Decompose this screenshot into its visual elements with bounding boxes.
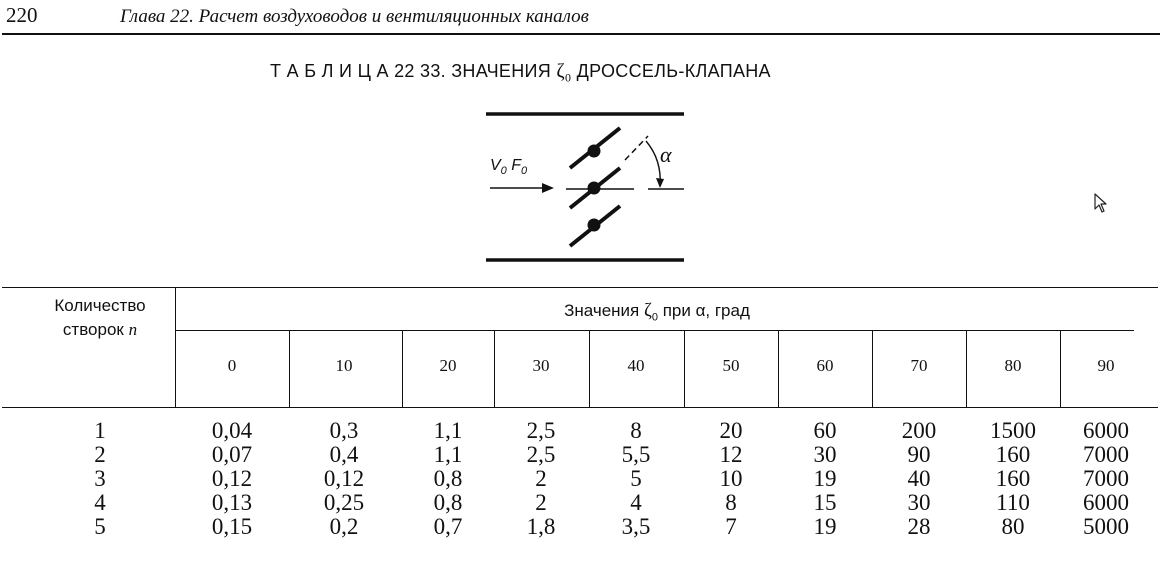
- row-n: 4: [94, 490, 106, 515]
- table-cell: 60: [813, 418, 837, 443]
- table-title-prefix: Т А Б Л И Ц А 22 33. ЗНАЧЕНИЯ: [270, 61, 552, 81]
- table-cell: 0,13: [211, 490, 253, 515]
- page-number: 220: [6, 3, 38, 27]
- table-cell: 0,7: [433, 514, 463, 539]
- chapter-running-head: Глава 22. Расчет воздуховодов и вентиляционных каналов: [120, 6, 589, 27]
- table-cell: 20: [719, 418, 743, 443]
- table-cell: 30: [813, 442, 837, 467]
- area-subscript: 0: [521, 165, 528, 178]
- angle-header-30: 30: [532, 356, 550, 375]
- angle-divider-5: [684, 330, 685, 407]
- table-cell: 80: [1001, 514, 1025, 539]
- table-cell: 0,12: [323, 466, 365, 491]
- table-cell: 1,8: [526, 514, 556, 539]
- table-cell: 0,15: [211, 514, 253, 539]
- angle-header-90: 90: [1097, 356, 1115, 375]
- table-cell: 0,2: [329, 514, 359, 539]
- angle-divider-8: [966, 330, 967, 407]
- mouse-cursor-icon: [1094, 193, 1108, 213]
- angle-header-20: 20: [439, 356, 457, 375]
- table-title-zeta-sub: 0: [564, 70, 572, 85]
- velocity-symbol: V: [490, 157, 501, 174]
- table-cell: 0,25: [323, 490, 365, 515]
- table-cell: 0,07: [211, 442, 253, 467]
- table-cell: 19: [813, 514, 837, 539]
- angle-header-10: 10: [335, 356, 353, 375]
- table-cell: 0,04: [211, 418, 253, 443]
- row-header-count-of-blades: [30, 294, 170, 342]
- span-header-zeta-sub: 0: [651, 311, 658, 324]
- table-cell: 7000: [1083, 466, 1129, 491]
- table-title-zeta: ζ: [556, 60, 565, 82]
- span-header-rule: [176, 330, 1134, 331]
- table-cell: 0,3: [329, 418, 359, 443]
- table-cell: 40: [907, 466, 931, 491]
- header-bottom-rule: [2, 407, 1158, 408]
- table-row: [0, 419, 1168, 443]
- table-cell: 19: [813, 466, 837, 491]
- angle-divider-3: [494, 330, 495, 407]
- table-cell: 10: [719, 466, 743, 491]
- table-row: [0, 515, 1168, 539]
- table-row: [0, 443, 1168, 467]
- angle-divider-4: [589, 330, 590, 407]
- table-cell: 3,5: [621, 514, 651, 539]
- angle-divider-9: [1060, 330, 1061, 407]
- table-row: [0, 491, 1168, 515]
- angle-divider-6: [778, 330, 779, 407]
- row-header-var: n: [128, 320, 138, 339]
- table-cell: 160: [995, 442, 1031, 467]
- span-header-prefix: Значения: [564, 301, 640, 320]
- angle-divider-7: [872, 330, 873, 407]
- angle-label: α: [660, 142, 672, 167]
- row-n: 5: [94, 514, 106, 539]
- span-header-zeta: ζ: [643, 300, 652, 321]
- table-cell: 0,8: [433, 466, 463, 491]
- angle-header-0: 0: [227, 356, 237, 375]
- table-cell: 0,4: [329, 442, 359, 467]
- row-header-line1: Количество: [54, 296, 146, 315]
- table-cell: 2,5: [526, 442, 556, 467]
- row-n: 2: [94, 442, 106, 467]
- angle-header-80: 80: [1004, 356, 1022, 375]
- table-cell: 15: [813, 490, 837, 515]
- table-cell: 5: [630, 466, 642, 491]
- table-cell: 5000: [1083, 514, 1129, 539]
- table-cell: 8: [630, 418, 642, 443]
- table-cell: 0,8: [433, 490, 463, 515]
- angle-divider-1: [289, 330, 290, 407]
- span-header-zeta-values: [176, 300, 1138, 323]
- row-header-word: створок: [62, 320, 124, 339]
- angle-divider-2: [402, 330, 403, 407]
- row-n: 3: [94, 466, 106, 491]
- table-cell: 160: [995, 466, 1031, 491]
- table-row: [0, 467, 1168, 491]
- table-cell: 8: [725, 490, 737, 515]
- table-cell: 12: [719, 442, 743, 467]
- table-cell: 200: [901, 418, 937, 443]
- table-cell: 28: [907, 514, 931, 539]
- table-cell: 110: [996, 490, 1030, 515]
- angle-header-60: 60: [816, 356, 834, 375]
- table-cell: 2: [535, 490, 547, 515]
- table-cell: 7000: [1083, 442, 1129, 467]
- velocity-subscript: 0: [500, 165, 507, 178]
- angle-header-50: 50: [722, 356, 740, 375]
- table-cell: 2: [535, 466, 547, 491]
- table-cell: 90: [907, 442, 931, 467]
- table-cell: 6000: [1083, 418, 1129, 443]
- angle-header-40: 40: [627, 356, 645, 375]
- table-cell: 1500: [990, 418, 1036, 443]
- table-cell: 5,5: [621, 442, 651, 467]
- row-header-line2: [30, 318, 170, 342]
- angle-header-70: 70: [910, 356, 928, 375]
- table-cell: 6000: [1083, 490, 1129, 515]
- table-cell: 1,1: [433, 442, 463, 467]
- area-symbol: F: [511, 157, 522, 174]
- span-header-suffix: при α, град: [662, 301, 750, 320]
- table-cell: 4: [630, 490, 642, 515]
- table-cell: 1,1: [433, 418, 463, 443]
- table-cell: 2,5: [526, 418, 556, 443]
- table-cell: 7: [725, 514, 737, 539]
- row-n: 1: [94, 418, 106, 443]
- table-cell: 0,12: [211, 466, 253, 491]
- table-cell: 30: [907, 490, 931, 515]
- table-title-suffix: ДРОССЕЛЬ-КЛАПАНА: [576, 61, 771, 81]
